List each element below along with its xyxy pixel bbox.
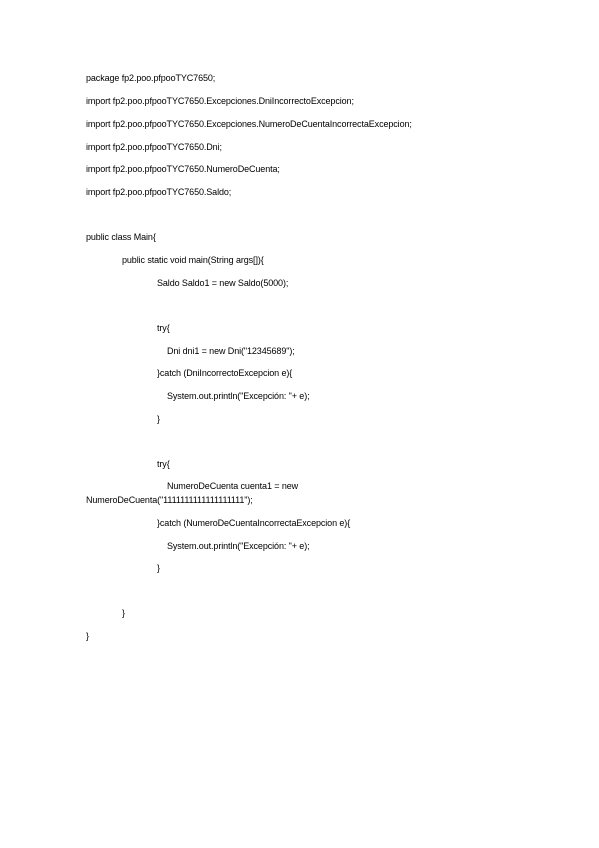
code-line-import-1: import fp2.poo.pfpooTYC7650.Excepciones.DniIncorrectoExcepcion; [86,96,354,106]
code-line-println-2: System.out.println("Excepción: "+ e); [167,541,310,551]
code-line-saldo: Saldo Saldo1 = new Saldo(5000); [157,278,289,288]
code-line-dni: Dni dni1 = new Dni("12345689"); [167,346,295,356]
code-line-catch-1: }catch (DniIncorrectoExcepcion e){ [157,368,293,378]
code-line-cuenta-1: NumeroDeCuenta cuenta1 = new [167,481,299,491]
code-line-main-decl: public static void main(String args[]){ [122,255,264,265]
code-line-import-2: import fp2.poo.pfpooTYC7650.Excepciones.NumeroDeCuentaIncorrectaExcepcion; [86,119,412,129]
code-line-try-2: try{ [157,459,170,469]
code-line-class-decl: public class Main{ [86,232,156,242]
code-line-import-5: import fp2.poo.pfpooTYC7650.Saldo; [86,187,232,197]
code-line-import-4: import fp2.poo.pfpooTYC7650.NumeroDeCuenta; [86,164,280,174]
code-line-println-1: System.out.println("Excepción: "+ e); [167,391,310,401]
code-line-try-1: try{ [157,323,170,333]
code-line-close-2: } [157,563,160,573]
code-line-package: package fp2.poo.pfpooTYC7650; [86,73,216,83]
code-line-close-class: } [86,631,89,641]
code-line-close-1: } [157,414,160,424]
code-line-cuenta-2: NumeroDeCuenta("1111111111111111111"); [86,495,253,505]
code-line-close-main: } [122,608,125,618]
code-line-catch-2: }catch (NumeroDeCuentaIncorrectaExcepcion e){ [157,518,351,528]
code-line-import-3: import fp2.poo.pfpooTYC7650.Dni; [86,142,222,152]
